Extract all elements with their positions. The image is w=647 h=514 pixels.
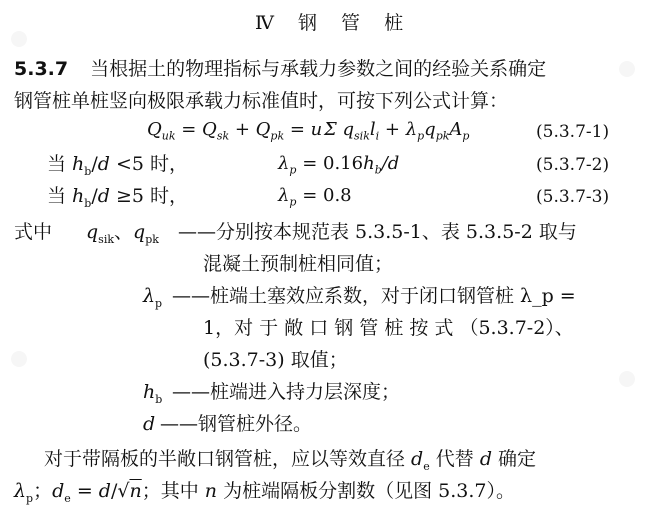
def-qsik-symbol: $q_{sik}$、$q_{pk}$ xyxy=(86,221,159,246)
formula-2: $\lambda_p = 0.16h_b/d$ xyxy=(278,153,400,177)
formula-2-condition: 当 $h_b/d <5$ 时， xyxy=(47,153,189,178)
clause-intro-line-2: 钢管桩单桩竖向极限承载力标准值时，可按下列公式计算： xyxy=(14,90,509,112)
note-line-2: $\lambda_p$；$d_e = d/√n$；其中 n 为桩端隔板分割数（见图 5.3.7）。 xyxy=(14,480,515,505)
formula-1: $Q_{uk} = Q_{sk} + Q_{pk} = u$ Σ $q_{sik}l_i + \lambda_pq_{pk}A_p$ xyxy=(147,119,470,143)
formula-2-number: (5.3.7-2) xyxy=(536,155,610,175)
clause-line-1 xyxy=(14,56,546,82)
watermark-mark xyxy=(612,60,642,78)
clause-number: 5.3.7 xyxy=(14,58,69,80)
def-lambda-line-2: 1，对 于 敞 口 钢 管 桩 按 式 （5.3.7-2）、 xyxy=(203,317,574,339)
note-line-1: 对于带隔板的半敞口钢管桩，应以等效直径 $d_e$ 代替 d 确定 xyxy=(44,448,537,473)
def-lambda-symbol: $\lambda_p$ xyxy=(143,285,163,310)
watermark-mark xyxy=(4,350,34,368)
def-hb-symbol: $h_b$ xyxy=(143,381,163,406)
watermark-mark xyxy=(4,30,34,48)
formula-3-number: (5.3.7-3) xyxy=(536,187,610,207)
def-qsik-line-1: ——分别按本规范表 5.3.5-1、表 5.3.5-2 取与 xyxy=(178,221,577,243)
watermark-mark xyxy=(612,370,642,388)
def-d-line-1: ——钢管桩外径。 xyxy=(160,413,313,435)
formula-3-condition: 当 $h_b/d \ge 5$ 时， xyxy=(47,185,189,210)
def-lambda-line-1: ——桩端土塞效应系数，对于闭口钢管桩 λ_p = xyxy=(172,285,576,307)
def-qsik-line-2: 混凝土预制桩相同值； xyxy=(203,253,394,275)
def-hb-line-1: ——桩端进入持力层深度； xyxy=(172,381,401,403)
def-d-symbol: d xyxy=(143,413,156,435)
def-lambda-line-3: (5.3.7-3) 取值； xyxy=(203,349,348,371)
formula-1-number: (5.3.7-1) xyxy=(536,122,610,142)
formula-3: $\lambda_p = 0.8$ xyxy=(278,185,352,209)
where-label: 式中 xyxy=(14,221,53,243)
clause-intro-line-1: 当根据土的物理指标与承载力参数之间的经验关系确定 xyxy=(90,58,547,80)
section-title: Ⅳ 钢 管 桩 xyxy=(255,12,413,34)
